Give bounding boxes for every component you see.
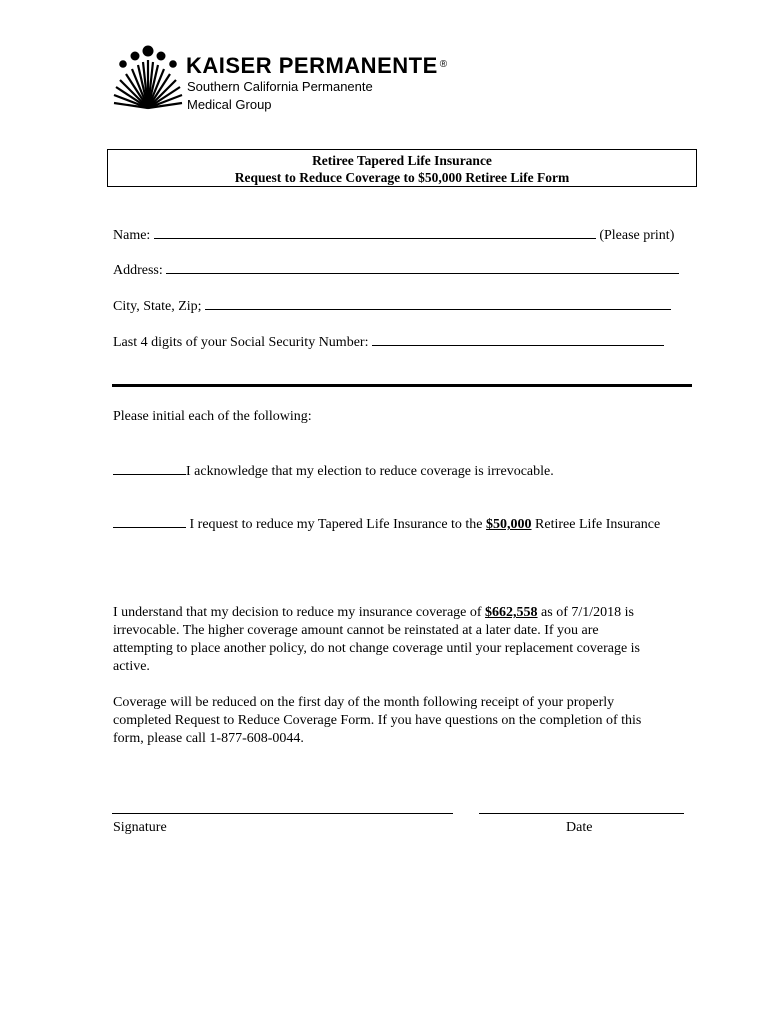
- initial-text-2-prefix: I request to reduce my Tapered Life Insurance to the: [189, 517, 483, 532]
- kaiser-permanente-logo-icon: [112, 44, 184, 110]
- reduced-amount: $50,000: [486, 517, 532, 532]
- date-label: Date: [566, 820, 593, 835]
- signature-label: Signature: [113, 820, 167, 835]
- section-divider: [112, 384, 692, 387]
- address-row: [113, 261, 679, 280]
- city-state-zip-field[interactable]: [205, 297, 671, 310]
- name-suffix: (Please print): [599, 228, 675, 243]
- initial-text-2-suffix: Retiree Life Insurance: [535, 517, 661, 532]
- form-title-box: [107, 149, 697, 187]
- brand-name: KAISER PERMANENTE ®: [186, 53, 448, 78]
- initial-row-2: [113, 515, 660, 534]
- current-coverage-amount: $662,558: [485, 605, 538, 620]
- initial-field-2[interactable]: [113, 515, 186, 528]
- city-label: City, State, Zip;: [113, 299, 202, 314]
- initial-field-1[interactable]: [113, 462, 186, 475]
- coverage-paragraph: Coverage will be reduced on the first day of the month following receipt of your properly completed Request to Reduce Coverage Form. If you have questions on the completion of this form, please call 1-877-608-0044.: [113, 695, 642, 746]
- initial-row-1: [113, 462, 554, 481]
- irrevocable-paragraph: I understand that my decision to reduce my insurance coverage of $662,558 as of 7/1/2018 is irrevocable. The higher coverage amount cannot be reinstated at a later date. If you are attempting to place another policy, do not change coverage until your replacement coverage is active.: [113, 605, 640, 674]
- name-field[interactable]: [154, 226, 596, 239]
- name-row: [113, 226, 674, 245]
- date-field[interactable]: [479, 813, 684, 814]
- city-row: [113, 297, 671, 316]
- ssn-field[interactable]: [372, 333, 664, 346]
- ssn-row: [113, 333, 664, 352]
- ssn-label: Last 4 digits of your Social Security Number:: [113, 335, 369, 350]
- name-label: Name:: [113, 228, 151, 243]
- address-label: Address:: [113, 263, 163, 278]
- form-title-line2: Request to Reduce Coverage to $50,000 Retiree Life Form: [234, 170, 570, 185]
- form-title-line1: Retiree Tapered Life Insurance: [312, 153, 492, 168]
- brand-subtitle-2: Medical Group: [187, 97, 272, 112]
- initial-text-1: I acknowledge that my election to reduce coverage is irrevocable.: [186, 464, 554, 479]
- brand-subtitle-1: Southern California Permanente: [187, 79, 373, 94]
- signature-field[interactable]: [112, 813, 453, 814]
- registered-mark: ®: [439, 59, 448, 70]
- initials-heading: Please initial each of the following:: [113, 409, 312, 424]
- address-field[interactable]: [166, 261, 679, 274]
